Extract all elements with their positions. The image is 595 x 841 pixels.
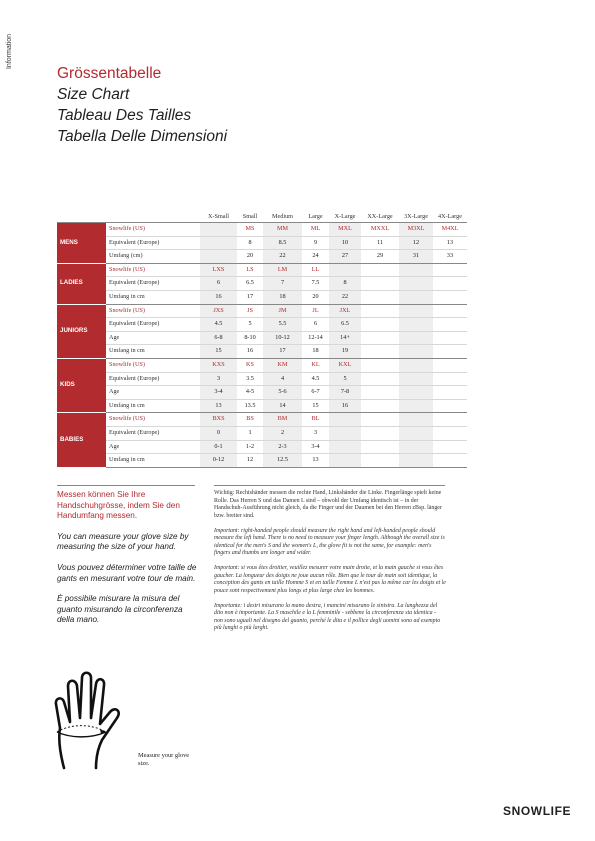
table-row <box>57 345 467 359</box>
table-row <box>57 318 467 332</box>
size-cell: JM <box>263 304 302 318</box>
size-cell: 1-2 <box>237 440 263 454</box>
size-cell <box>361 440 399 454</box>
size-cell: 12 <box>237 454 263 468</box>
row-label: Snowlife (US) <box>106 358 200 372</box>
size-cell: 0-12 <box>200 454 237 468</box>
size-cell: 8.5 <box>263 236 302 250</box>
size-cell: 9 <box>302 236 329 250</box>
divider <box>214 485 445 486</box>
size-cell: M4XL <box>433 223 467 237</box>
table-row <box>57 413 467 427</box>
important-notes <box>214 490 446 640</box>
size-cell <box>399 331 433 345</box>
row-label: Age <box>106 440 200 454</box>
row-label: Equivalent (Europe) <box>106 426 200 440</box>
size-cell <box>433 454 467 468</box>
size-cell: 6-8 <box>200 331 237 345</box>
row-label: Snowlife (US) <box>106 304 200 318</box>
size-cell <box>433 440 467 454</box>
size-cell: 4-5 <box>237 386 263 400</box>
table-header-row <box>57 211 467 222</box>
size-cell: 5 <box>237 318 263 332</box>
instruction-italian: È possibile misurare la misura del guanto misurando la circonferenza della mano. <box>57 594 183 625</box>
header-blank <box>57 211 200 222</box>
row-label: Snowlife (US) <box>106 413 200 427</box>
size-cell <box>329 413 361 427</box>
size-cell: 22 <box>263 250 302 264</box>
size-cell: 19 <box>329 345 361 359</box>
size-cell: 15 <box>302 399 329 413</box>
size-cell: 16 <box>237 345 263 359</box>
column-header: X-Small <box>208 213 229 220</box>
measure-instructions <box>57 490 197 636</box>
size-cell: 13 <box>433 236 467 250</box>
size-cell: JS <box>237 304 263 318</box>
size-cell: LS <box>237 263 263 277</box>
size-cell: 2-3 <box>263 440 302 454</box>
divider <box>57 485 195 486</box>
size-cell: JXS <box>200 304 237 318</box>
size-cell: 3 <box>302 426 329 440</box>
instruction-french: Vous pouvez déterminer votre taille de gants en mesurant votre tour de main. <box>57 562 197 583</box>
size-cell <box>361 345 399 359</box>
column-header: Large <box>308 213 323 220</box>
table-row <box>57 223 467 237</box>
group-label: LADIES <box>57 263 106 304</box>
size-cell: 3.5 <box>237 372 263 386</box>
instruction-english: You can measure your glove size by measuring the size of your hand. <box>57 531 189 552</box>
size-cell: KM <box>263 358 302 372</box>
size-cell <box>399 263 433 277</box>
size-cell <box>200 250 237 264</box>
size-cell: MXL <box>329 223 361 237</box>
table-row <box>57 236 467 250</box>
size-cell: 18 <box>302 345 329 359</box>
size-cell <box>433 345 467 359</box>
column-header: X-Large <box>334 213 356 220</box>
row-label: Snowlife (US) <box>106 223 200 237</box>
size-cell: BM <box>263 413 302 427</box>
row-label: Equivalent (Europe) <box>106 277 200 291</box>
size-cell <box>361 263 399 277</box>
size-cell: KXS <box>200 358 237 372</box>
column-header: 4X-Large <box>438 213 462 220</box>
size-cell: KXL <box>329 358 361 372</box>
column-header: Small <box>242 213 258 220</box>
size-cell <box>399 399 433 413</box>
size-cell <box>200 223 237 237</box>
size-cell: 8-10 <box>237 331 263 345</box>
size-cell: MM <box>263 223 302 237</box>
size-cell <box>361 290 399 304</box>
table-row <box>57 399 467 413</box>
size-cell: 14+ <box>329 331 361 345</box>
group-label: JUNIORS <box>57 304 106 358</box>
table-row <box>57 426 467 440</box>
size-cell <box>433 290 467 304</box>
table-row <box>57 277 467 291</box>
size-cell <box>399 454 433 468</box>
hand-measure-icon <box>50 668 140 778</box>
title-block <box>57 64 227 147</box>
size-cell <box>433 318 467 332</box>
size-cell <box>399 386 433 400</box>
size-cell: 0 <box>200 426 237 440</box>
row-label: Equivalent (Europe) <box>106 236 200 250</box>
row-label: Umfang in cm <box>106 290 200 304</box>
size-cell <box>399 358 433 372</box>
size-cell: 13.5 <box>237 399 263 413</box>
row-label: Umfang in cm <box>106 345 200 359</box>
size-cell: 7-8 <box>329 386 361 400</box>
size-cell: LM <box>263 263 302 277</box>
group-label: MENS <box>57 223 106 264</box>
size-cell: LL <box>302 263 329 277</box>
size-cell <box>361 304 399 318</box>
title-french: Tableau Des Tailles <box>57 107 192 124</box>
size-cell: 20 <box>237 250 263 264</box>
size-cell: KS <box>237 358 263 372</box>
size-cell <box>433 331 467 345</box>
size-cell <box>399 290 433 304</box>
size-cell <box>399 277 433 291</box>
table-row <box>57 440 467 454</box>
size-cell: 5-6 <box>263 386 302 400</box>
table-row <box>57 386 467 400</box>
size-cell <box>329 454 361 468</box>
title-german: Grössentabelle <box>57 65 162 82</box>
note-french: Important: si vous êtes droitier, veuillez mesurer votre main droite, et la main gauche si vous êtes gaucher. La longueur des doigts ne joue aucun rôle. Bien que le tour de main soit identique, la conception des gants en taille Homme S et en taille Femme L n'est pas la même car les doigts et le pouce sont respectivement plus longs et plus large chez les hommes. <box>214 565 446 594</box>
size-cell: 15 <box>200 345 237 359</box>
size-cell <box>433 304 467 318</box>
note-italian: Importante: i destri misurano la mano destra, i mancini misurano le sinistra. La lunghezza del dito non è importante. La S maschile e la L femminile - sebbene la circonferenza sia identica - non sono uguali nel disegno del guanto, perché le dita e il pollice degli uomini sono ad esempio più lunghi o più larghi. <box>214 602 441 631</box>
size-cell <box>433 358 467 372</box>
size-cell <box>361 358 399 372</box>
size-cell <box>200 236 237 250</box>
size-cell: BL <box>302 413 329 427</box>
title-italian: Tabella Delle Dimensioni <box>57 128 228 145</box>
size-cell <box>361 386 399 400</box>
table-row <box>57 304 467 318</box>
size-cell: 2 <box>263 426 302 440</box>
size-cell: 29 <box>361 250 399 264</box>
size-cell: KL <box>302 358 329 372</box>
size-cell <box>361 454 399 468</box>
column-header: 3X-Large <box>404 213 428 220</box>
size-cell: 33 <box>433 250 467 264</box>
size-cell: 0-1 <box>200 440 237 454</box>
table-row <box>57 358 467 372</box>
size-cell: 12 <box>399 236 433 250</box>
table-row <box>57 331 467 345</box>
row-label: Umfang in cm <box>106 399 200 413</box>
size-cell <box>399 413 433 427</box>
size-cell: JL <box>302 304 329 318</box>
size-cell <box>433 277 467 291</box>
size-cell: 17 <box>263 345 302 359</box>
size-cell: JXL <box>329 304 361 318</box>
size-cell: 6.5 <box>329 318 361 332</box>
size-cell: 12.5 <box>263 454 302 468</box>
group-label: BABIES <box>57 413 106 467</box>
instruction-german: Messen können Sie Ihre Handschuhgrösse, indem Sie den Handumfang messen. <box>57 490 180 521</box>
size-cell: BS <box>237 413 263 427</box>
size-cell <box>361 413 399 427</box>
size-cell: 20 <box>302 290 329 304</box>
size-cell: 24 <box>302 250 329 264</box>
size-cell: 13 <box>302 454 329 468</box>
table-row <box>57 290 467 304</box>
row-label: Equivalent (Europe) <box>106 318 200 332</box>
table-row <box>57 263 467 277</box>
size-cell <box>399 345 433 359</box>
table-row <box>57 250 467 264</box>
size-cell: 3 <box>200 372 237 386</box>
size-cell <box>433 263 467 277</box>
row-label: Equivalent (Europe) <box>106 372 200 386</box>
size-cell <box>361 331 399 345</box>
size-cell: MS <box>237 223 263 237</box>
size-cell: 11 <box>361 236 399 250</box>
size-cell: 4 <box>263 372 302 386</box>
size-cell <box>361 277 399 291</box>
column-header: XX-Large <box>367 213 393 220</box>
table-row <box>57 372 467 386</box>
size-cell: LXS <box>200 263 237 277</box>
size-cell: 6 <box>200 277 237 291</box>
row-label: Umfang in cm <box>106 454 200 468</box>
side-label: Information <box>6 33 14 70</box>
note-english: Important: right-handed people should measure the right hand and left-handed people should measure the left hand. There is no need to measure your finger length. Although the overall size is identical for the men's S and the women's L, the glove fit is not the same, for example: men's fingers and thumbs are longer and wider. <box>214 527 445 556</box>
size-cell <box>361 372 399 386</box>
size-cell: 13 <box>200 399 237 413</box>
row-label: Snowlife (US) <box>106 263 200 277</box>
size-cell <box>399 426 433 440</box>
size-cell <box>433 372 467 386</box>
size-cell: 5.5 <box>263 318 302 332</box>
row-label: Umfang (cm) <box>106 250 200 264</box>
size-cell <box>399 304 433 318</box>
size-cell: 17 <box>237 290 263 304</box>
size-cell <box>399 318 433 332</box>
size-cell: 14 <box>263 399 302 413</box>
size-cell <box>329 426 361 440</box>
size-cell <box>433 426 467 440</box>
group-label: KIDS <box>57 358 106 412</box>
size-cell: 18 <box>263 290 302 304</box>
note-german: Wichtig: Rechtshänder messen die rechte Hand, Linkshänder die Linke. Fingerlänge spielt keine Rolle. Das Herren S und das Damen L sind – obwohl der Umfang identisch ist – in der Handschuh-Ausführung nicht gleich, da die Finger und der Daumen bei den Herren zBsp. länger bzw. breiter sind. <box>214 490 442 519</box>
size-cell: 10-12 <box>263 331 302 345</box>
size-cell: 22 <box>329 290 361 304</box>
size-cell: 4.5 <box>302 372 329 386</box>
size-cell: BXS <box>200 413 237 427</box>
size-cell: 31 <box>399 250 433 264</box>
size-cell: 5 <box>329 372 361 386</box>
row-label: Age <box>106 331 200 345</box>
size-cell: 3-4 <box>200 386 237 400</box>
size-cell: 7 <box>263 277 302 291</box>
size-cell: 8 <box>329 277 361 291</box>
title-english: Size Chart <box>57 86 130 103</box>
size-cell: MXXL <box>361 223 399 237</box>
size-cell: 1 <box>237 426 263 440</box>
size-cell: 16 <box>329 399 361 413</box>
size-chart-table <box>57 211 467 468</box>
size-cell <box>361 318 399 332</box>
size-cell: 4.5 <box>200 318 237 332</box>
size-cell <box>399 372 433 386</box>
size-cell: M3XL <box>399 223 433 237</box>
size-cell: 6 <box>302 318 329 332</box>
size-cell: 10 <box>329 236 361 250</box>
size-cell: 7.5 <box>302 277 329 291</box>
size-cell: 12-14 <box>302 331 329 345</box>
table-row <box>57 454 467 468</box>
size-cell: 6-7 <box>302 386 329 400</box>
size-cell <box>399 440 433 454</box>
snowlife-logo: SNOWLIFE <box>503 804 572 818</box>
row-label: Age <box>106 386 200 400</box>
size-cell: ML <box>302 223 329 237</box>
size-cell <box>433 386 467 400</box>
column-header: Medium <box>272 213 293 220</box>
size-cell <box>329 440 361 454</box>
size-cell <box>361 399 399 413</box>
size-cell <box>329 263 361 277</box>
size-cell <box>433 399 467 413</box>
size-cell <box>433 413 467 427</box>
size-cell: 8 <box>237 236 263 250</box>
size-cell: 6.5 <box>237 277 263 291</box>
size-cell <box>361 426 399 440</box>
size-cell: 3-4 <box>302 440 329 454</box>
size-cell: 16 <box>200 290 237 304</box>
hand-caption: Measure your glove size. <box>138 752 190 767</box>
size-cell: 27 <box>329 250 361 264</box>
